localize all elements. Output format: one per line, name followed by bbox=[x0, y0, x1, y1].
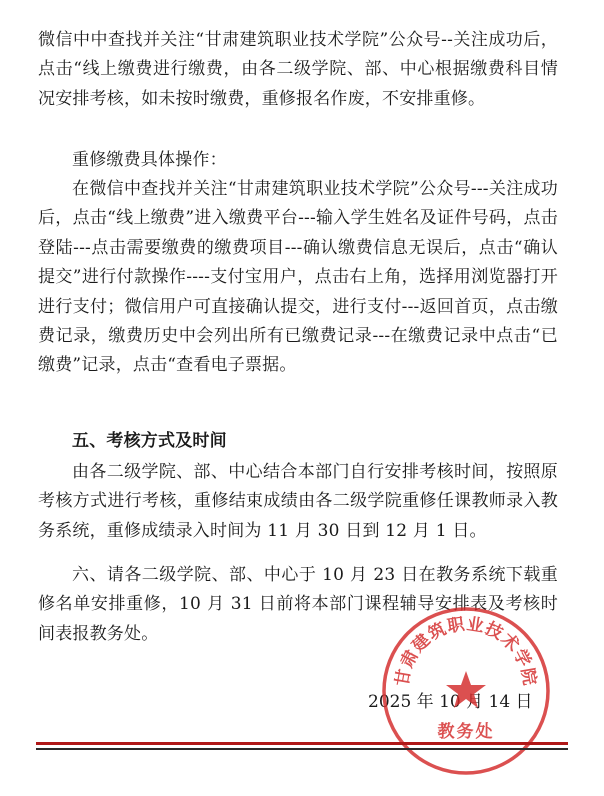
paragraph-payment-steps-heading: 重修缴费具体操作： bbox=[72, 150, 227, 170]
seal-star-icon bbox=[446, 671, 486, 708]
paragraph-payment-steps: 在微信中查找并关注“甘肃建筑职业技术学院”公众号---关注成功后，点击“线上缴费”进入缴费平台---输入学生姓名及证件号码，点击登陆---点击需要缴费的缴费项目---确认缴费信息无误后，点击“确认提交”进行付款操作----支付宝用户，点击右上角，选择用浏览器打开进行支付；微信用户可直接确认提交，进行支付---返回首页，点击缴费记录，缴费历史中会列出所有已缴费记录---在缴费记录中点击“已缴费”记录，点击“查看电子票据。 bbox=[38, 179, 558, 376]
paragraph-schedule: 六、请各二级学院、部、中心于 10 月 23 日在教务系统下载重修名单安排重修，10 月 31 日前将本部门课程辅导安排表及考核时间表报教务处。 bbox=[38, 565, 558, 644]
footer-rule-red bbox=[36, 742, 568, 745]
official-seal-icon bbox=[380, 605, 552, 777]
seal-ring-text: 甘肃建筑职业技术学院 bbox=[392, 614, 540, 688]
footer-rule-dark bbox=[36, 748, 568, 750]
seal-center-text: 教务处 bbox=[437, 722, 495, 742]
paragraph-assessment: 由各二级学院、部、中心结合本部门自行安排考核时间，按照原考核方式进行考核，重修结束成绩由各二级学院重修任课教师录入教务系统，重修成绩录入时间为 11 月 30 日到 12 月 1 日。 bbox=[38, 462, 558, 541]
section-heading-assessment: 五、考核方式及时间 bbox=[72, 431, 227, 451]
paragraph-payment-instruction: 微信中中查找并关注“甘肃建筑职业技术学院”公众号--关注成功后，点击“线上缴费进行缴费，由各二级学院、部、中心根据缴费科目情况安排考核，如未按时缴费，重修报名作废，不安排重修。 bbox=[38, 30, 558, 109]
signature-date: 2025 年 10 月 14 日 bbox=[368, 692, 533, 712]
